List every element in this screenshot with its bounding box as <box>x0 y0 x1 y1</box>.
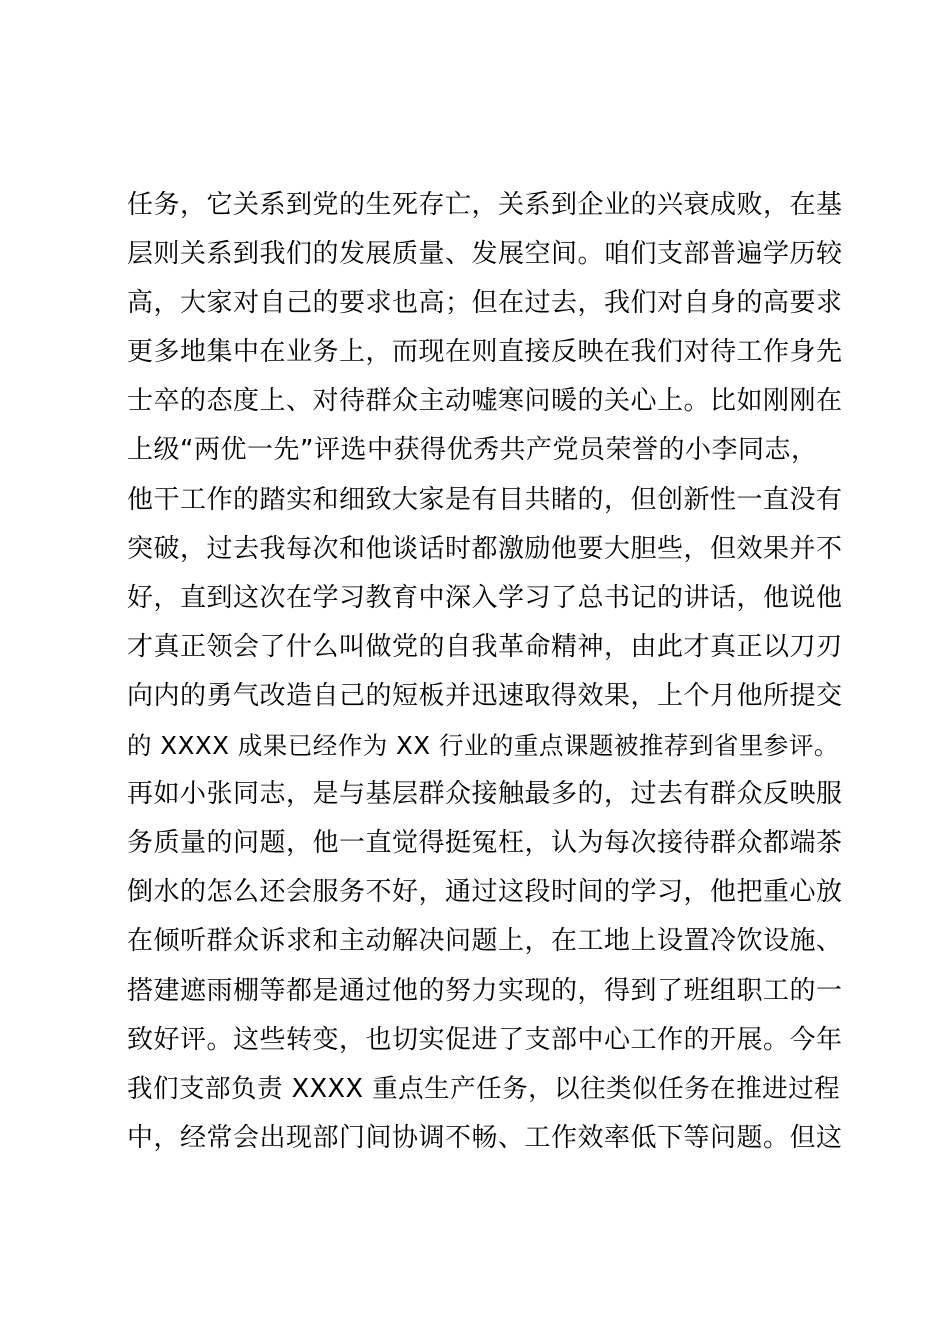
text-line: 倒水的怎么还会服务不好，通过这段时间的学习，他把重心放 <box>127 877 843 908</box>
text-line: 好，直到这次在学习教育中深入学习了总书记的讲话，他说他 <box>127 582 843 613</box>
text-line: 士卒的态度上、对待群众主动嘘寒问暖的关心上。比如刚刚在 <box>127 386 843 417</box>
text-line: 我们支部负责 XXXX 重点生产任务，以往类似任务在推进过程 <box>127 1073 841 1104</box>
text-line: 才真正领会了什么叫做党的自我革命精神，由此才真正以刀刃 <box>127 631 843 662</box>
text-line: 向内的勇气改造自己的短板并迅速取得效果，上个月他所提交 <box>127 680 843 711</box>
text-line: 中，经常会出现部门间协调不畅、工作效率低下等问题。但这 <box>127 1122 843 1153</box>
text-line: 高，大家对自己的要求也高；但在过去，我们对自身的高要求 <box>127 288 843 319</box>
document-body <box>127 181 847 1163</box>
text-line: 上级“两优一先”评选中获得优秀共产党员荣誉的小李同志， <box>127 435 818 466</box>
text-line: 致好评。这些转变，也切实促进了支部中心工作的开展。今年 <box>127 1024 843 1055</box>
text-line: 务质量的问题，他一直觉得挺冤枉，认为每次接待群众都端茶 <box>127 828 843 859</box>
text-line: 层则关系到我们的发展质量、发展空间。咱们支部普遍学历较 <box>127 239 843 270</box>
text-line: 任务，它关系到党的生死存亡，关系到企业的兴衰成败，在基 <box>127 190 843 220</box>
text-line: 的 XXXX 成果已经作为 XX 行业的重点课题被推荐到省里参评。 <box>127 731 839 761</box>
text-line: 他干工作的踏实和细致大家是有目共睹的，但创新性一直没有 <box>127 484 843 515</box>
text-line: 在倾听群众诉求和主动解决问题上，在工地上设置冷饮设施、 <box>127 926 843 957</box>
text-line: 突破，过去我每次和他谈话时都激励他要大胆些，但效果并不 <box>127 533 843 564</box>
text-line: 再如小张同志，是与基层群众接触最多的，过去有群众反映服 <box>127 779 843 810</box>
text-line: 更多地集中在业务上，而现在则直接反映在我们对待工作身先 <box>127 337 843 368</box>
text-line: 搭建遮雨棚等都是通过他的努力实现的，得到了班组职工的一 <box>127 975 843 1006</box>
